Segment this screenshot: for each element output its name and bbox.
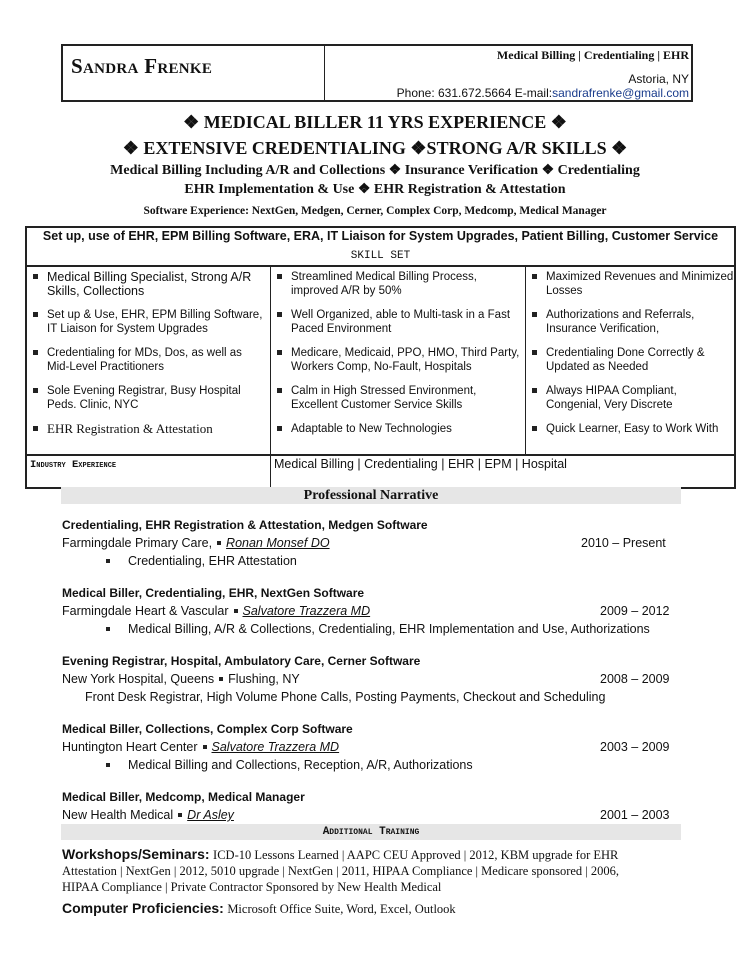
bullet-icon bbox=[234, 609, 238, 613]
skill-item: EHR Registration & Attestation bbox=[31, 422, 265, 436]
skill-item: Sole Evening Registrar, Busy Hospital Peds. Clinic, NYC bbox=[31, 384, 265, 412]
skill-item: Always HIPAA Compliant, Congenial, Very Discrete bbox=[530, 384, 734, 412]
job-title: Medical Biller, Medcomp, Medical Manager bbox=[62, 790, 305, 804]
workshops-label: Workshops/Seminars: bbox=[62, 846, 210, 862]
contact-name: Dr Asley bbox=[187, 808, 234, 822]
contact-line bbox=[397, 86, 689, 100]
skill-item: Authorizations and Referrals, Insurance Verification, bbox=[530, 308, 734, 336]
workshops-line-1 bbox=[62, 846, 618, 863]
computer-label: Computer Proficiencies: bbox=[62, 900, 224, 916]
header-box bbox=[61, 44, 693, 102]
company-name: Farmingdale Primary Care, bbox=[62, 536, 213, 550]
skills-col-1 bbox=[31, 270, 265, 446]
phone: Phone: 631.672.5664 E-mail: bbox=[396, 86, 553, 100]
bullet-icon bbox=[219, 677, 223, 681]
job-dates: 2009 – 2012 bbox=[600, 604, 670, 618]
skill-item: Well Organized, able to Multi-task in a Fast Paced Environment bbox=[275, 308, 523, 336]
headline-1: ❖ MEDICAL BILLER 11 YRS EXPERIENCE ❖ bbox=[183, 112, 567, 132]
job-title: Medical Biller, Collections, Complex Corp Software bbox=[62, 722, 353, 736]
skill-item: Maximized Revenues and Minimized Losses bbox=[530, 270, 734, 298]
contact-name: Salvatore Trazzera MD bbox=[242, 604, 371, 618]
industry-value: Medical Billing | Credentialing | EHR | EPM | Hospital bbox=[274, 457, 567, 471]
computer-value: Microsoft Office Suite, Word, Excel, Outlook bbox=[227, 902, 456, 916]
software-experience: Software Experience: NextGen, Medgen, Cerner, Complex Corp, Medcomp, Medical Manager bbox=[143, 205, 607, 217]
job-dates: 2001 – 2003 bbox=[600, 808, 670, 822]
skill-item: Set up & Use, EHR, EPM Billing Software, IT Liaison for System Upgrades bbox=[31, 308, 265, 336]
skill-item: Adaptable to New Technologies bbox=[275, 422, 523, 436]
workshops-text: ICD-10 Lessons Learned | AAPC CEU Approved | 2012, KBM upgrade for EHR bbox=[213, 848, 619, 862]
job-title: Medical Biller, Credentialing, EHR, NextGen Software bbox=[62, 586, 365, 600]
skills-summary: Set up, use of EHR, EPM Billing Software, ERA, IT Liaison for System Upgrades, Patient Billing, Customer Service bbox=[42, 229, 719, 243]
skill-item: Credentialing Done Correctly & Updated as Needed bbox=[530, 346, 734, 374]
narrative-title: Professional Narrative bbox=[61, 487, 681, 504]
training-title: Additional Training bbox=[61, 824, 681, 840]
contact-name: Salvatore Trazzera MD bbox=[211, 740, 340, 754]
workshops-line-3: HIPAA Compliance | Private Contractor Sponsored by New Health Medical bbox=[62, 880, 442, 894]
location: Astoria, NY bbox=[628, 72, 689, 86]
job-detail: Medical Billing, A/R & Collections, Credentialing, EHR Implementation and Use, Authorizations bbox=[128, 622, 650, 636]
job-company bbox=[62, 808, 234, 822]
computer-proficiencies bbox=[62, 900, 456, 917]
email-link[interactable]: sandrafrenke@gmail.com bbox=[552, 86, 689, 100]
skills-table bbox=[25, 226, 736, 489]
specialties: Medical Billing | Credentialing | EHR bbox=[496, 48, 689, 62]
candidate-name: Sandra Frenke bbox=[71, 54, 213, 78]
divider bbox=[27, 265, 734, 267]
skill-item: Medicare, Medicaid, PPO, HMO, Third Party, Workers Comp, No-Fault, Hospitals bbox=[275, 346, 523, 374]
headline-3: Medical Billing Including A/R and Collections ❖ Insurance Verification ❖ Credentialing bbox=[110, 163, 640, 178]
company-name: Huntington Heart Center bbox=[62, 740, 198, 754]
contact-name: Ronan Monsef DO bbox=[226, 536, 330, 550]
workshops-line-2: Attestation | NextGen | 2012, 5010 upgrade | NextGen | 2011, HIPAA Compliance | Medicare sponsored | 2006, bbox=[62, 864, 620, 878]
job-title: Evening Registrar, Hospital, Ambulatory Care, Cerner Software bbox=[62, 654, 421, 668]
job-detail: Front Desk Registrar, High Volume Phone Calls, Posting Payments, Checkout and Scheduling bbox=[85, 690, 606, 704]
job-title: Credentialing, EHR Registration & Attestation, Medgen Software bbox=[62, 518, 428, 532]
skills-col-3 bbox=[530, 270, 734, 446]
skill-item: Credentialing for MDs, Dos, as well as Mid-Level Practitioners bbox=[31, 346, 265, 374]
skills-col-2 bbox=[275, 270, 523, 446]
job-company bbox=[62, 536, 330, 550]
header-divider bbox=[324, 46, 325, 100]
skill-item: Medical Billing Specialist, Strong A/R Skills, Collections bbox=[31, 270, 265, 298]
headline-2: ❖ EXTENSIVE CREDENTIALING ❖STRONG A/R SKILLS ❖ bbox=[122, 138, 628, 158]
bullet-icon bbox=[217, 541, 221, 545]
skill-item: Calm in High Stressed Environment, Excellent Customer Service Skills bbox=[275, 384, 523, 412]
job-dates: 2008 – 2009 bbox=[600, 672, 670, 686]
skill-item: Streamlined Medical Billing Process, improved A/R by 50% bbox=[275, 270, 523, 298]
job-dates: 2003 – 2009 bbox=[600, 740, 670, 754]
industry-label: Industry Experience bbox=[30, 459, 117, 471]
company-name: New York Hospital, Queens bbox=[62, 672, 215, 686]
company-name: Farmingdale Heart & Vascular bbox=[62, 604, 229, 618]
divider bbox=[525, 265, 526, 454]
location: Flushing, NY bbox=[228, 672, 300, 686]
headline-4: EHR Implementation & Use ❖ EHR Registration & Attestation bbox=[184, 182, 566, 197]
job-company bbox=[62, 604, 370, 618]
job-dates: 2010 – Present bbox=[581, 536, 666, 550]
skill-item: Quick Learner, Easy to Work With bbox=[530, 422, 734, 436]
job-company bbox=[62, 740, 339, 754]
bullet-icon bbox=[178, 813, 182, 817]
job-company bbox=[62, 672, 300, 686]
bullet-icon bbox=[203, 745, 207, 749]
company-name: New Health Medical bbox=[62, 808, 174, 822]
divider bbox=[27, 454, 734, 456]
job-detail: Medical Billing and Collections, Reception, A/R, Authorizations bbox=[128, 758, 473, 772]
skill-set-title: SKILL SET bbox=[350, 250, 411, 262]
job-detail: Credentialing, EHR Attestation bbox=[128, 554, 297, 568]
